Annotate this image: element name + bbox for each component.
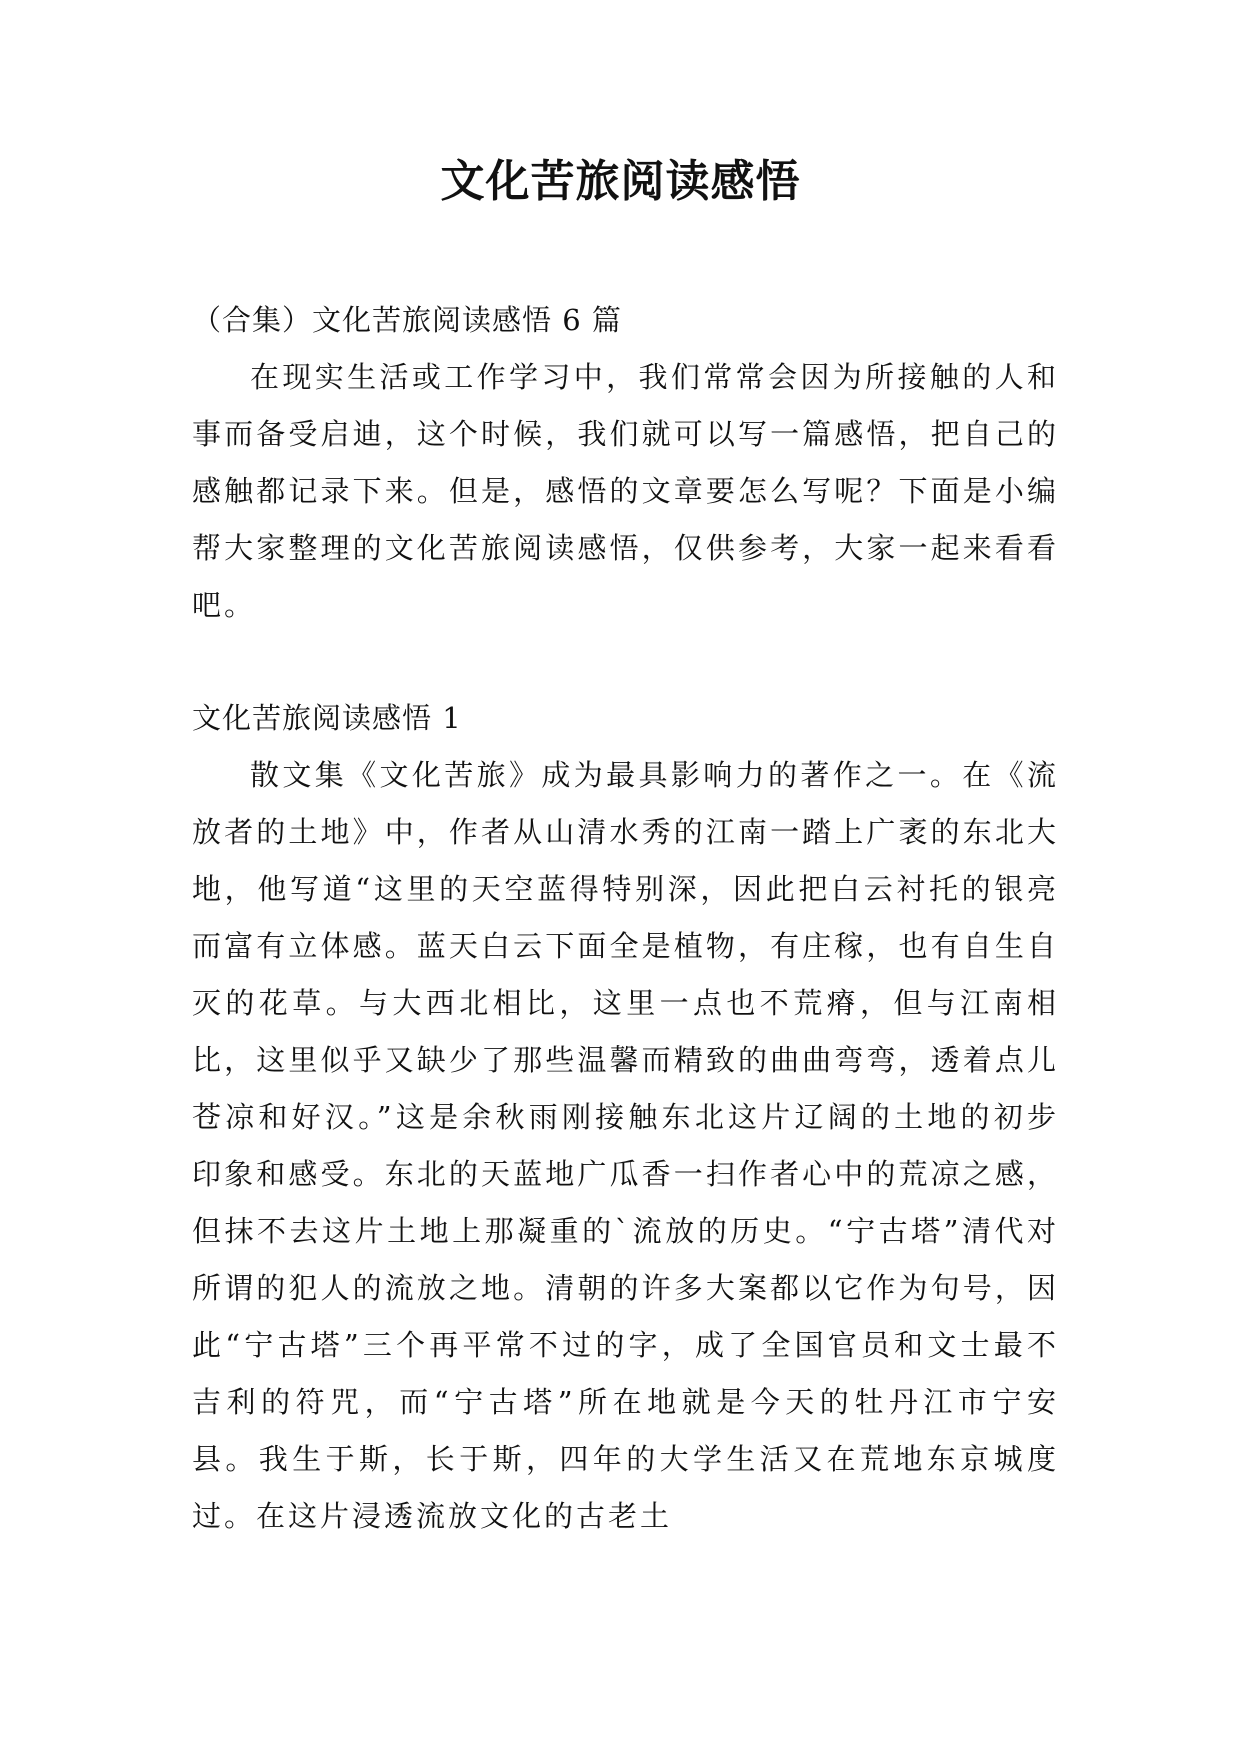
document-title: 文化苦旅阅读感悟 xyxy=(440,156,801,207)
section-paragraph-1: 散文集《文化苦旅》成为最具影响力的著作之一。在《流放者的土地》中，作者从山清水秀的江南一踏上广袤的东北大地，他写道“这里的天空蓝得特别深，因此把白云衬托的银亮而富有立体感。蓝天白云下面全是植物，有庄稼，也有自生自灭的花草。与大西北相比，这里一点也不荒瘠，但与江南相比，这里似乎又缺少了那些温馨而精致的曲曲弯弯，透着点儿苍凉和好汉。”这是余秋雨刚接触东北这片辽阔的土地的初步印象和感受。东北的天蓝地广瓜香一扫作者心中的荒凉之感，但抹不去这片土地上那凝重的`流放的历史。“宁古塔”清代对所谓的犯人的流放之地。清朝的许多大案都以它作为句号，因此“宁古塔”三个再平常不过的字，成了全国官员和文士最不吉利的符咒，而“宁古塔”所在地就是今天的牡丹江市宁安县。我生于斯，长于斯，四年的大学生活又在荒地东京城度过。在这片浸透流放文化的古老土 xyxy=(192,758,1059,1533)
document-subtitle: （合集）文化苦旅阅读感悟 6 篇 xyxy=(192,303,622,337)
intro-paragraph: 在现实生活或工作学习中，我们常常会因为所接触的人和事而备受启迪，这个时候，我们就可以写一篇感悟，把自己的感触都记录下来。但是，感悟的文章要怎么写呢？下面是小编帮大家整理的文化苦旅阅读感悟，仅供参考，大家一起来看看吧。 xyxy=(192,360,1059,622)
section-heading-1: 文化苦旅阅读感悟 1 xyxy=(192,701,462,735)
document-content xyxy=(192,292,1059,1545)
